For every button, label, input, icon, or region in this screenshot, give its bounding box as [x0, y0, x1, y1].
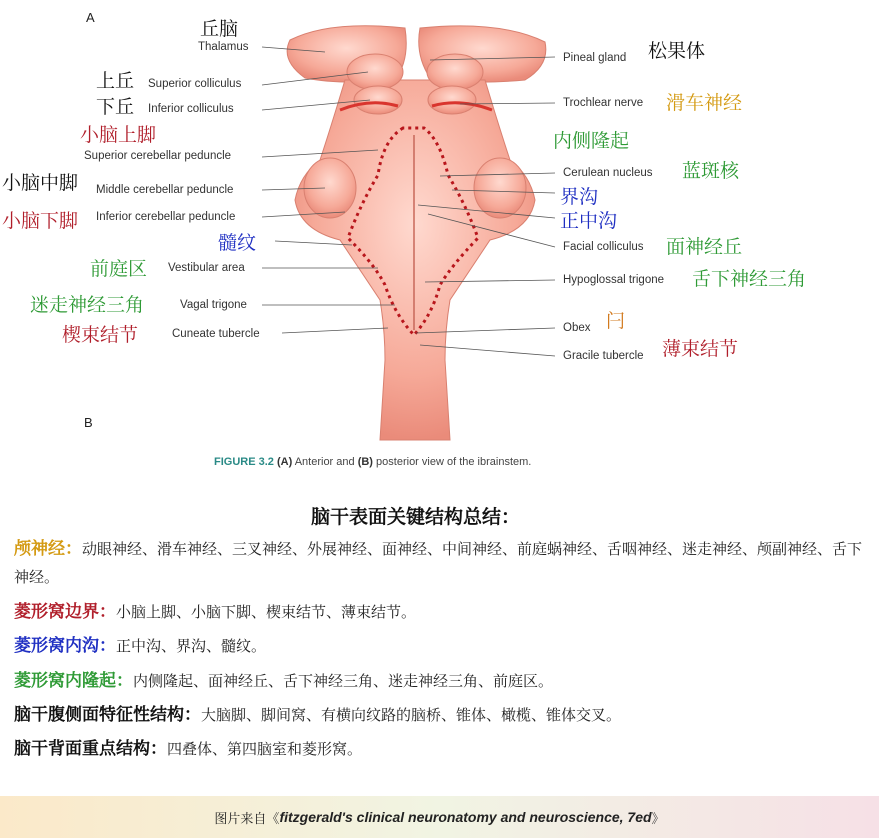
label-inferior-colliculus-en: Inferior colliculus [148, 103, 234, 115]
label-thalamus-en: Thalamus [198, 41, 249, 53]
summary-text: 小脑上脚、小脑下脚、楔束结节、薄束结节。 [116, 603, 417, 621]
summary-text: 内侧隆起、面神经丘、舌下神经三角、迷走神经三角、前庭区。 [133, 672, 554, 690]
label-hypoglossal-trigone-zh: 舌下神经三角 [692, 268, 807, 290]
label-superior-colliculus-en: Superior colliculus [148, 78, 242, 90]
label-medial-eminence-zh: 内侧隆起 [553, 130, 630, 152]
source-footer [0, 796, 879, 838]
label-middle-cerebellar-peduncle-en: Middle cerebellar peduncle [96, 184, 234, 196]
label-cerulean-nucleus-zh: 蓝斑核 [682, 160, 740, 182]
summary-head: 菱形窝内沟： [14, 636, 116, 656]
summary-text: 正中沟、界沟、髓纹。 [116, 637, 267, 655]
summary-item-ventral-features [14, 701, 872, 729]
figure-caption [214, 456, 531, 468]
label-obex-zh: 闩 [606, 310, 626, 332]
label-facial-colliculus-zh: 面神经丘 [666, 236, 743, 258]
label-obex-en: Obex [563, 322, 591, 334]
label-inferior-cerebellar-peduncle-en: Inferior cerebellar peduncle [96, 211, 236, 223]
summary-item-cranial-nerves [14, 535, 872, 591]
label-vestibular-area-zh: 前庭区 [90, 258, 148, 280]
summary-text: 四叠体、第四脑室和菱形窝。 [167, 740, 363, 758]
label-superior-cerebellar-peduncle-zh: 小脑上脚 [80, 124, 157, 146]
label-gracile-tubercle-en: Gracile tubercle [563, 350, 644, 362]
panel-letter-b: B [84, 415, 93, 430]
summary-title: 脑干表面关键结构总结： [311, 506, 521, 528]
caption-b: (B) [357, 456, 373, 468]
summary-head: 脑干背面重点结构： [14, 739, 167, 759]
caption-a: (A) [276, 456, 293, 468]
caption-rest: posterior view of the ibrainstem. [376, 456, 532, 468]
label-facial-colliculus-en: Facial colliculus [563, 241, 644, 253]
label-cuneate-tubercle-en: Cuneate tubercle [172, 328, 260, 340]
summary-item-fossa-eminences [14, 667, 872, 695]
label-thalamus-zh: 丘脑 [200, 18, 239, 40]
footer-suffix: 》 [651, 811, 665, 827]
label-sulcus-limitans-zh: 界沟 [560, 186, 599, 208]
summary-item-fossa-sulci [14, 632, 872, 660]
footer-book-title: fitzgerald's clinical neuronatomy and neuroscience, 7ed [279, 809, 652, 825]
label-superior-cerebellar-peduncle-en: Superior cerebellar peduncle [84, 150, 232, 162]
label-pineal-gland-zh: 松果体 [648, 40, 706, 62]
label-trochlear-nerve-en: Trochlear nerve [563, 97, 644, 109]
label-middle-cerebellar-peduncle-zh: 小脑中脚 [2, 172, 79, 194]
label-gracile-tubercle-zh: 薄束结节 [662, 338, 739, 360]
summary-item-dorsal-features [14, 735, 872, 763]
summary-item-fossa-boundary [14, 598, 872, 626]
label-inferior-colliculus-zh: 下丘 [96, 96, 135, 118]
label-superior-colliculus-zh: 上丘 [96, 70, 135, 92]
label-hypoglossal-trigone-en: Hypoglossal trigone [563, 274, 665, 286]
label-pineal-gland-en: Pineal gland [563, 52, 627, 64]
summary-head: 菱形窝内隆起： [14, 671, 133, 691]
summary-head: 菱形窝边界： [14, 602, 116, 622]
footer-prefix: 图片来自《 [214, 811, 280, 827]
summary-head: 脑干腹侧面特征性结构： [14, 705, 201, 725]
label-trochlear-nerve-zh: 滑车神经 [666, 92, 743, 114]
label-vestibular-area-en: Vestibular area [168, 262, 245, 274]
figure-number: FIGURE 3.2 [214, 456, 274, 468]
caption-mid: Anterior and [294, 456, 355, 468]
label-striae-medullares-zh: 髓纹 [218, 232, 257, 254]
summary-text: 动眼神经、滑车神经、三叉神经、外展神经、面神经、中间神经、前庭蜗神经、舌咽神经、迷走神经、颅副神经、舌下神经。 [14, 540, 863, 586]
label-cerulean-nucleus-en: Cerulean nucleus [563, 167, 653, 179]
label-median-sulcus-zh: 正中沟 [560, 210, 618, 232]
panel-letter-a: A [86, 10, 95, 25]
brainstem-shape [287, 26, 546, 440]
summary-text: 大脑脚、脚间窝、有横向纹路的脑桥、锥体、橄榄、锥体交叉。 [201, 706, 622, 724]
summary-head: 颅神经： [14, 539, 82, 559]
label-vagal-trigone-zh: 迷走神经三角 [30, 294, 145, 316]
label-cuneate-tubercle-zh: 楔束结节 [62, 324, 139, 346]
label-vagal-trigone-en: Vagal trigone [180, 299, 247, 311]
label-inferior-cerebellar-peduncle-zh: 小脑下脚 [2, 210, 79, 232]
